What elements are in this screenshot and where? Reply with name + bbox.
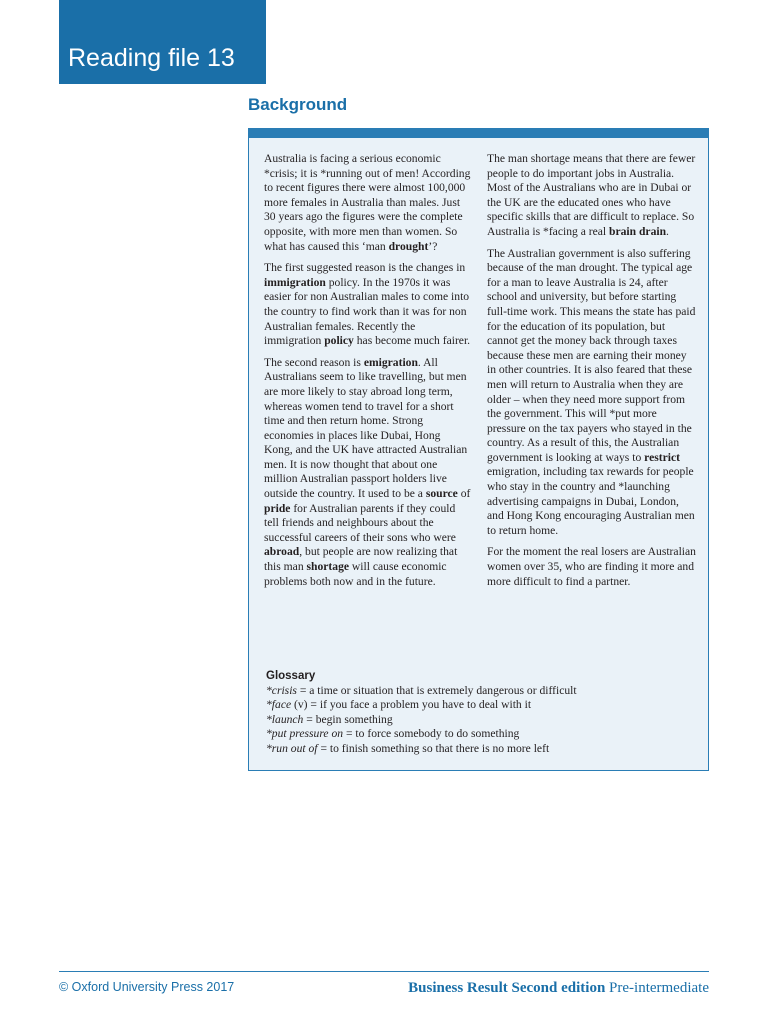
- glossary: [266, 669, 696, 757]
- paragraph: The second reason is emigration. All Australians seem to like travelling, but men are more likely to stay abroad long term, whereas women tend to travel for a short time and then return home. Strong economies in places like Dubai, Hong Kong, and the UK have attracted Australian men. It is now thought that about one million Australian passport holders live outside the country. It used to be a source of pride for Australian parents if they could tell friends and neighbours about the successful careers of their sons who were abroad, but people are now realizing that this man shortage will cause economic problems both now and in the future.: [264, 355, 471, 588]
- glossary-entry: *crisis = a time or situation that is extremely dangerous or difficult: [266, 683, 577, 697]
- paragraph: Australia is facing a serious economic *crisis; it is *running out of men! According to recent figures there were almost 100,000 more females in Australia than males. Just 30 years ago the figures were the complete opposite, with more men than women. So what has caused this ‘man drought’?: [264, 152, 471, 253]
- article-left-column: [264, 152, 471, 596]
- section-heading: Background: [248, 95, 348, 114]
- glossary-entry: *launch = begin something: [266, 712, 393, 726]
- paragraph: The Australian government is also suffering because of the man drought. The typical age for a man to leave Australia is 24, after school and university, but before starting full-time work. This means the state has paid for the education of its population, but cannot get the money back through taxes because these men are earning their money in other countries. It is also feared that these men will return to Australia when they are older – when they need more support from the government. This will *put more pressure on the tax payers who stayed in the country. As a result of this, the Australian government is looking at ways to restrict emigration, including tax rewards for people who stay in the country and *launching advertising campaigns in Dubai, London, and Hong Kong encouraging Australian men to return home.: [487, 246, 696, 537]
- article-right-column: [487, 152, 696, 596]
- box-top-bar: [249, 129, 708, 138]
- glossary-entry: *put pressure on = to force somebody to do something: [266, 727, 520, 741]
- paragraph: For the moment the real losers are Australian women over 35, who are finding it more and more difficult to find a partner.: [487, 545, 696, 588]
- glossary-entry: *face (v) = if you face a problem you have to deal with it: [266, 698, 532, 712]
- footer-divider: [59, 971, 709, 972]
- page-title: Reading file 13: [68, 44, 235, 72]
- paragraph: The man shortage means that there are fewer people to do important jobs in Australia. Most of the Australians who are in Dubai or the UK are the educated ones who have specific skills that are difficult to replace. So Australia is *facing a real brain drain.: [487, 152, 696, 238]
- paragraph: The first suggested reason is the changes in immigration policy. In the 1970s it was easier for non Australian males to come into the country to find work than it was for non Australian females. Recently the immigration policy has become much fairer.: [264, 261, 471, 348]
- glossary-entry: *run out of = to finish something so that there is no more left: [266, 741, 550, 755]
- article-box: [248, 128, 709, 771]
- glossary-title: Glossary: [266, 670, 316, 682]
- title-block: [59, 0, 266, 84]
- footer-book-title: Business Result Second edition Pre-intermediate: [408, 980, 709, 996]
- footer-copyright: © Oxford University Press 2017: [59, 980, 235, 994]
